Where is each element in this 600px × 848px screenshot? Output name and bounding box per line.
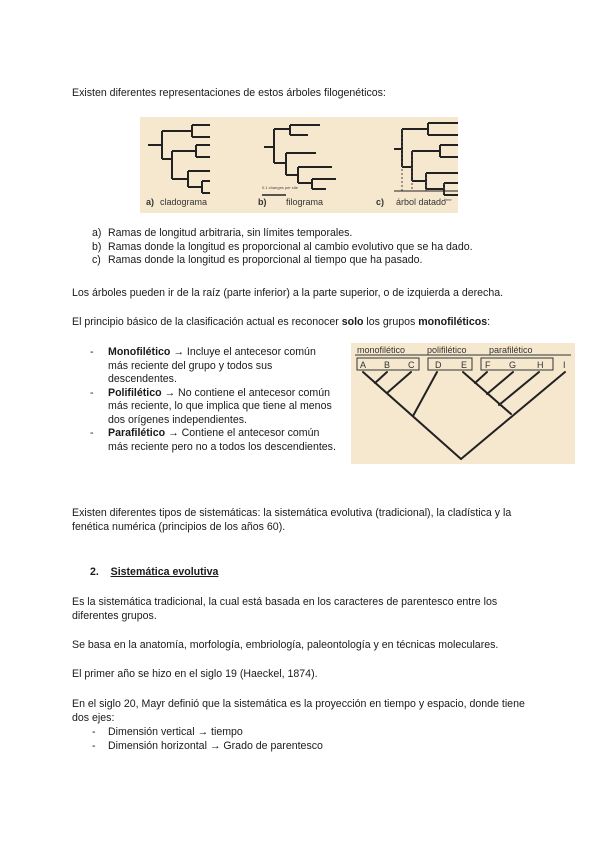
phyletic-groups-diagram: [351, 343, 575, 464]
header-parafiletico: parafilético: [489, 345, 533, 355]
label-a-letter: a): [146, 197, 155, 207]
label-a-name: cladograma: [160, 197, 208, 207]
taxon-d: D: [435, 360, 442, 370]
list-item: - Dimensión vertical → tiempo: [92, 726, 243, 738]
list-item: c) Ramas donde la longitud es proporcional al tiempo que ha pasado.: [92, 254, 423, 266]
taxon-a: A: [360, 360, 367, 370]
systematics-types: Existen diferentes tipos de sistemáticas: la sistemática evolutiva (tradicional), la cladística y la fenética numérica (principios de los años 60).: [72, 507, 512, 533]
taxon-i: I: [563, 360, 566, 370]
phyletic-groups-figure: [351, 343, 575, 464]
paragraph-1: Es la sistemática tradicional, la cual está basada en los caracteres de parentesco entre los diferentes grupos.: [72, 596, 498, 622]
time-axis-label: time: [444, 197, 452, 202]
intro-text: Existen diferentes representaciones de estos árboles filogenéticos:: [72, 87, 386, 99]
root-note: Los árboles pueden ir de la raíz (parte inferior) a la parte superior, o de izquierda a derecha.: [72, 287, 504, 299]
label-b-letter: b): [258, 197, 267, 207]
label-c-letter: c): [376, 197, 385, 207]
axes-list: [72, 726, 542, 753]
taxon-c: C: [408, 360, 415, 370]
paragraph-4: En el siglo 20, Mayr definió que la sistemática es la proyección en tiempo y espacio, donde tiene dos ejes:: [72, 698, 525, 724]
list-item: - Parafilético → Contiene el antecesor común más reciente pero no a todos los descendientes.: [90, 427, 336, 453]
paragraph-2: Se basa en la anatomía, morfología, embriología, paleontología y en técnicas moleculares.: [72, 639, 499, 651]
header-polifiletico: polifilético: [427, 345, 467, 355]
tree-types-list: [72, 227, 542, 268]
taxon-e: E: [461, 360, 468, 370]
section-heading: 2. Sistemática evolutiva: [90, 566, 219, 578]
list-item: a) Ramas de longitud arbitraria, sin límites temporales.: [92, 227, 353, 239]
list-item: - Monofilético → Incluye el antecesor común más reciente del grupo y todos sus descendentes.: [90, 346, 316, 385]
list-item: b) Ramas donde la longitud es proporcional al cambio evolutivo que se ha dado.: [92, 240, 473, 253]
header-monofiletico: monofilético: [357, 345, 406, 355]
taxon-h: H: [537, 360, 544, 370]
principle-text: El principio básico de la clasificación actual es reconocer solo los grupos monofiléticos:: [72, 316, 491, 328]
taxon-g: G: [509, 360, 517, 370]
paragraph-3: El primer año se hizo en el siglo 19 (Haeckel, 1874).: [72, 668, 318, 680]
tree-representations-figure: [140, 117, 458, 213]
group-definitions-list: [90, 346, 336, 454]
label-c-name: árbol datado: [396, 197, 447, 207]
scale-note: 0.1 changes per site: [262, 185, 299, 190]
taxon-f: F: [485, 360, 491, 370]
taxon-b: B: [384, 360, 391, 370]
label-b-name: filograma: [286, 197, 324, 207]
list-item: - Dimensión horizontal → Grado de parentesco: [92, 739, 323, 752]
tree-diagrams: [140, 117, 458, 213]
list-item: - Polifilético → No contiene el antecesor común más reciente, lo que implica que tiene al menos dos orígenes independientes.: [90, 386, 332, 426]
